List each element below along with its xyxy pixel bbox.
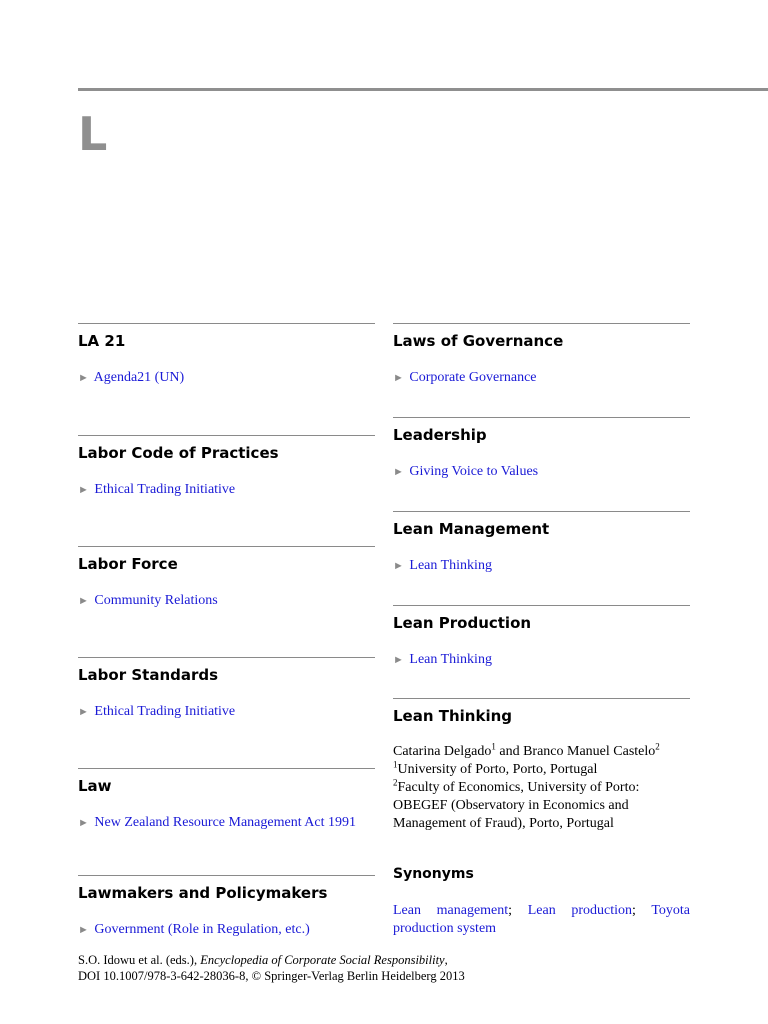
entry-heading: Leadership <box>393 426 487 444</box>
affiliation-marker: 2 <box>655 741 660 752</box>
entry-heading: LA 21 <box>78 332 126 350</box>
cross-reference-link[interactable]: Lean Thinking <box>409 558 492 573</box>
entry <box>78 875 375 939</box>
article-entry <box>393 698 690 938</box>
footer-doi: DOI 10.1007/978-3-642-28036-8, © Springer-Verlag Berlin Heidelberg 2013 <box>78 969 465 983</box>
entry <box>393 417 690 511</box>
entry-heading: Labor Force <box>78 555 178 573</box>
entry <box>393 511 690 605</box>
cross-reference <box>393 651 690 669</box>
cross-reference <box>78 592 375 610</box>
affiliation-line <box>393 761 690 779</box>
entry-heading: Laws of Governance <box>393 332 564 350</box>
entry <box>78 768 375 875</box>
left-column <box>78 323 375 939</box>
triangle-right-icon: ► <box>78 595 89 607</box>
entry-heading: Law <box>78 777 112 795</box>
entry-heading: Lawmakers and Policymakers <box>78 884 328 902</box>
entry <box>393 605 690 698</box>
triangle-right-icon: ► <box>393 654 404 666</box>
section-letter: L <box>78 107 108 161</box>
entry-heading: Lean Production <box>393 614 532 632</box>
cross-reference-link[interactable]: Lean Thinking <box>409 652 492 667</box>
footer-punctuation: , <box>444 953 448 967</box>
separator: ; <box>508 903 528 918</box>
footer-editors: S.O. Idowu et al. (eds.), <box>78 953 201 967</box>
triangle-right-icon: ► <box>393 560 404 572</box>
affiliation-line <box>393 779 690 797</box>
affiliation-text: Faculty of Economics, University of Porto: <box>397 780 640 795</box>
triangle-right-icon: ► <box>78 924 89 936</box>
footer-book-title: Encyclopedia of Corporate Social Responsibility <box>200 953 445 967</box>
cross-reference <box>78 921 375 939</box>
affiliation-marker: 1 <box>491 741 496 752</box>
cross-reference <box>78 814 375 832</box>
triangle-right-icon: ► <box>78 484 89 496</box>
author-name: and Branco Manuel Castelo <box>495 744 656 759</box>
affiliation-marker: 1 <box>393 759 398 770</box>
affiliation-line: Management of Fraud), Porto, Portugal <box>393 816 614 831</box>
cross-reference-link[interactable]: Corporate Governance <box>409 370 537 385</box>
top-rule <box>78 88 768 91</box>
entry-heading: Labor Standards <box>78 666 219 684</box>
cross-reference <box>78 369 375 387</box>
entry-heading: Lean Management <box>393 520 550 538</box>
cross-reference <box>393 463 690 481</box>
article-heading: Lean Thinking <box>393 707 513 725</box>
entry-heading: Labor Code of Practices <box>78 444 279 462</box>
cross-reference-link[interactable]: Community Relations <box>94 593 218 608</box>
cross-reference-link[interactable]: Government (Role in Regulation, etc.) <box>94 922 310 937</box>
triangle-right-icon: ► <box>393 466 404 478</box>
affiliation-marker: 2 <box>393 777 398 788</box>
entry <box>78 657 375 768</box>
affiliation-line: OBEGEF (Observatory in Economics and <box>393 798 629 813</box>
synonyms-heading: Synonyms <box>393 866 474 882</box>
cross-reference-link[interactable]: New Zealand Resource Management Act 1991 <box>94 815 357 830</box>
triangle-right-icon: ► <box>78 372 89 384</box>
synonym-link[interactable]: Toyota production system <box>393 903 690 936</box>
separator: ; <box>632 903 652 918</box>
author-name: Catarina Delgado <box>393 744 492 759</box>
entry <box>393 323 690 417</box>
cross-reference-link[interactable]: Agenda21 (UN) <box>93 370 185 385</box>
article-authors <box>393 743 690 833</box>
cross-reference-link[interactable]: Giving Voice to Values <box>409 464 539 479</box>
cross-reference <box>393 557 690 575</box>
cross-reference-link[interactable]: Ethical Trading Initiative <box>94 704 236 719</box>
synonym-link[interactable]: Lean production <box>527 903 633 918</box>
entry <box>78 546 375 657</box>
synonyms-list <box>393 902 690 938</box>
triangle-right-icon: ► <box>393 372 404 384</box>
entry <box>78 435 375 546</box>
page-footer <box>78 952 758 984</box>
cross-reference <box>78 703 375 721</box>
cross-reference <box>78 481 375 499</box>
affiliation-text: University of Porto, Porto, Portugal <box>397 762 598 777</box>
triangle-right-icon: ► <box>78 817 89 829</box>
synonym-link[interactable]: Lean management <box>393 903 509 918</box>
cross-reference <box>393 369 690 387</box>
triangle-right-icon: ► <box>78 706 89 718</box>
footer-citation <box>78 952 758 968</box>
entry <box>78 323 375 435</box>
author-line <box>393 743 690 761</box>
cross-reference-link[interactable]: Ethical Trading Initiative <box>94 482 236 497</box>
right-column <box>393 323 690 938</box>
